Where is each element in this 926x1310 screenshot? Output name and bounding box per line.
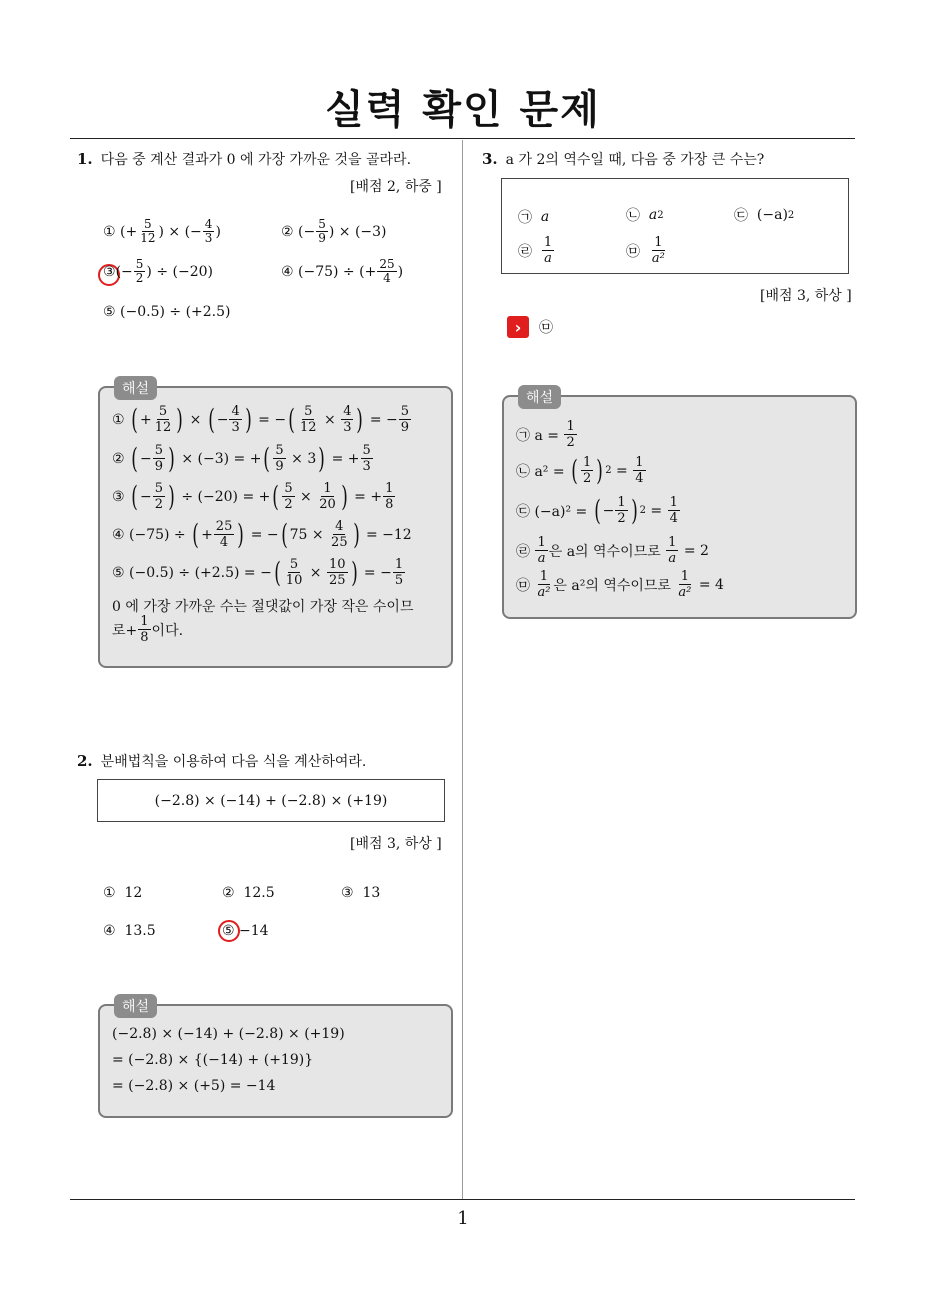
q2-option-5[interactable] — [222, 923, 269, 939]
opt-text: ) × (−3) — [328, 223, 387, 240]
option-mark: ② — [222, 885, 235, 901]
option-value: 13.5 — [124, 923, 156, 939]
option-mark: ① — [103, 223, 116, 240]
q3-choice-3 — [734, 205, 794, 225]
solution-line-4: ④ (−75) ÷ ( + $\frac{25}{4}$ ) = − ( 75 × $\frac{4}{25}$ ) = −12 — [112, 517, 412, 551]
num: 5 — [144, 217, 152, 231]
option-mark: ⑤ — [103, 304, 116, 320]
line-mark: ② — [112, 450, 125, 467]
opt-text: (−0.5) ÷ (+2.5) — [120, 304, 231, 320]
solution-line-2: = (−2.8) × {(−14) + (+19)} — [112, 1052, 314, 1068]
solution-line-3: ③ ( − $\frac{5}{2}$ ) ÷ (−20) = + ( $\frac{5}{2}$ × $\frac{1}{20}$ ) = + $\frac{1}{8}$ — [112, 479, 394, 513]
choice-value: (−a) — [756, 207, 788, 223]
fraction — [134, 258, 146, 285]
q1-option-3[interactable] — [103, 258, 213, 285]
choice-mark: ㉠ — [518, 210, 532, 226]
solution-tag: 해설 — [114, 376, 157, 400]
option-mark: ③ — [103, 263, 116, 280]
choice-value: a — [540, 209, 550, 225]
num: 4 — [204, 217, 213, 231]
den: 3 — [204, 231, 213, 245]
solution-line-5: ⑤ (−0.5) ÷ (+2.5) = − ( $\frac{5}{10}$ × $\frac{10}{25}$ ) = − $\frac{1}{5}$ — [112, 555, 404, 589]
opt-text: (− — [298, 223, 316, 240]
option-mark: ① — [103, 885, 116, 901]
opt-text: (− — [115, 263, 133, 280]
solution-line-3: = (−2.8) × (+5) = −14 — [112, 1078, 276, 1094]
option-mark: ⑤ — [222, 923, 235, 939]
q2-number: 2. — [77, 752, 93, 770]
option-value: 13 — [362, 885, 381, 901]
q3-solution-box — [502, 390, 857, 619]
q3-choice-4: ㉣ $\frac{1}{a}$ — [518, 235, 553, 266]
column-divider — [462, 140, 463, 1200]
q2-expression: (−2.8) × (−14) + (−2.8) × (+19) — [154, 792, 388, 809]
q2-option-4[interactable] — [103, 923, 156, 939]
option-value: −14 — [239, 923, 269, 939]
den: 9 — [318, 231, 326, 245]
q2-meta: [배점 3, 하상 ] — [350, 836, 442, 852]
q2-text: 분배법칙을 이용하여 다음 식을 계산하여라. — [100, 754, 367, 770]
num: 5 — [318, 217, 326, 231]
solution-line-3: ㉢ (−a)² = ( − $\frac{1}{2}$ ) 2 = $\frac{1}{4}$ — [516, 493, 678, 527]
fraction — [316, 218, 328, 245]
q1-meta: [배점 2, 하중 ] — [350, 179, 442, 195]
solution-line-1: ① ( + $\frac{5}{12}$ ) × ( − $\frac{4}{3}$ ) = − ( $\frac{5}{12}$ × $\frac{4}{3}$ ) = − $\frac{5}{9}$ — [112, 402, 410, 436]
q3-choice-2 — [626, 205, 664, 225]
option-mark: ④ — [103, 923, 116, 939]
q3-number: 3. — [482, 150, 498, 168]
q3-answer-value: ㉤ — [539, 320, 553, 336]
choice-mark: ㉣ — [518, 243, 532, 260]
choice-sup: 2 — [657, 209, 664, 221]
q3-choice-1 — [518, 207, 549, 227]
choice-mark: ㉢ — [734, 208, 748, 224]
line-mark: ① — [112, 411, 125, 428]
q2-solution-box — [98, 999, 453, 1118]
solution-line-1: (−2.8) × (−14) + (−2.8) × (+19) — [112, 1026, 345, 1042]
fraction — [377, 258, 396, 285]
q1-option-4[interactable] — [281, 258, 403, 285]
choice-mark: ㉤ — [626, 243, 640, 260]
solution-line-2: ② ( − $\frac{5}{9}$ ) × (−3) = + ( $\frac{5}{9}$ × 3 ) = + $\frac{5}{3}$ — [112, 441, 371, 475]
line-mark: ⑤ — [112, 564, 125, 581]
fraction — [138, 218, 157, 245]
q2-expression-box — [97, 779, 445, 822]
q1-option-5[interactable] — [103, 304, 230, 320]
solution-line-5: ㉤ $\frac{1}{\text{a²}}$ 은 a²의 역수이므로 $\frac{1}{\text{a²}}$ = 4 — [516, 569, 724, 600]
solution-line-2: ㉡ a² = ( $\frac{1}{2}$ ) 2 = $\frac{1}{4}$ — [516, 453, 644, 487]
q2-option-1[interactable] — [103, 885, 142, 901]
q1-number: 1. — [77, 150, 93, 168]
arrow-right-icon: › — [507, 316, 529, 338]
q1-question — [77, 150, 411, 169]
bottom-rule — [70, 1199, 855, 1200]
option-value: 12 — [124, 885, 143, 901]
option-mark: ③ — [341, 885, 354, 901]
num: 25 — [379, 257, 395, 271]
solution-tag: 해설 — [518, 385, 561, 409]
page-title: 실력 확인 문제 — [325, 87, 601, 133]
option-mark: ④ — [281, 263, 294, 280]
opt-text: ) × (− — [158, 223, 202, 240]
q1-text: 다음 중 계산 결과가 0 에 가장 가까운 것을 골라라. — [100, 152, 412, 168]
solution-line-1: ㉠ a = $\frac{1}{2}$ — [516, 419, 575, 450]
den: 2 — [135, 271, 144, 285]
q3-choice-5: ㉤ $\frac{1}{\text{a²}}$ — [626, 235, 665, 266]
den: 12 — [140, 231, 156, 245]
den: 4 — [383, 271, 391, 285]
q3-question — [482, 150, 764, 169]
opt-text: (+ — [120, 223, 138, 240]
option-value: 12.5 — [243, 885, 275, 901]
choice-value: a — [648, 207, 658, 223]
q1-solution-box — [98, 381, 453, 668]
q3-answer — [507, 316, 553, 338]
q3-choices-box — [501, 178, 849, 274]
q3-text: a 가 2의 역수일 때, 다음 중 가장 큰 수는? — [505, 152, 765, 168]
opt-text: ) ÷ (−20) — [146, 263, 213, 280]
opt-text: (−75) ÷ (+ — [298, 263, 377, 280]
page-number: 1 — [457, 1208, 469, 1229]
solution-conclusion-2: 로+ $\frac{1}{8}$ 이다. — [112, 614, 184, 645]
solution-conclusion-1: 0 에 가장 가까운 수는 절댓값이 가장 작은 수이므 — [112, 599, 414, 615]
q1-option-2[interactable] — [281, 218, 387, 245]
choice-mark: ㉡ — [626, 208, 640, 224]
fraction — [203, 218, 215, 245]
q2-question — [77, 752, 366, 771]
solution-tag: 해설 — [114, 994, 157, 1018]
q1-option-1[interactable] — [103, 218, 221, 245]
option-mark: ② — [281, 223, 294, 240]
line-mark: ③ — [112, 488, 125, 505]
q2-option-2[interactable] — [222, 885, 275, 901]
num: 5 — [135, 257, 144, 271]
solution-line-4: ㉣ $\frac{1}{a}$ 은 a의 역수이므로 $\frac{1}{a}$ = 2 — [516, 535, 709, 566]
line-mark: ④ — [112, 526, 125, 543]
opt-text: ) — [215, 223, 221, 240]
q2-option-3[interactable] — [341, 885, 380, 901]
q3-meta: [배점 3, 하상 ] — [760, 288, 852, 304]
choice-sup: 2 — [787, 209, 795, 221]
opt-text: ) — [397, 263, 404, 280]
